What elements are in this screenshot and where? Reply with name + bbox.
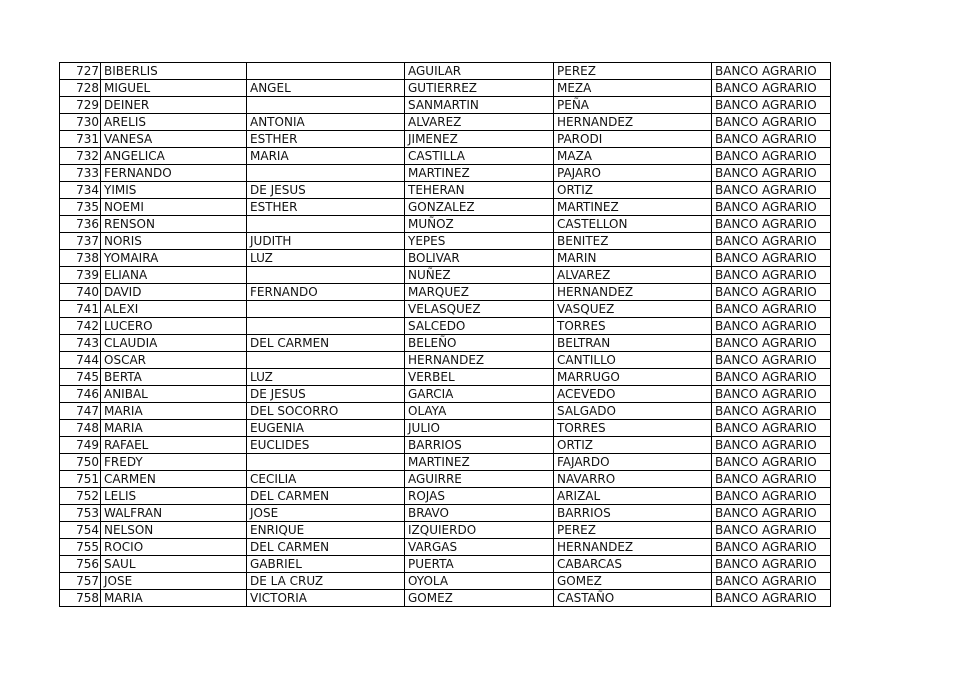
- second-name-cell: VICTORIA: [247, 590, 405, 607]
- second-surname-cell: MARTINEZ: [554, 199, 712, 216]
- bank-cell: BANCO AGRARIO: [712, 386, 831, 403]
- second-surname-cell: HERNANDEZ: [554, 284, 712, 301]
- table-row: [60, 148, 831, 165]
- bank-cell: BANCO AGRARIO: [712, 556, 831, 573]
- row-number-cell: 735: [60, 199, 101, 216]
- first-surname-cell: MARTINEZ: [405, 165, 554, 182]
- second-surname-cell: NAVARRO: [554, 471, 712, 488]
- bank-cell: BANCO AGRARIO: [712, 539, 831, 556]
- second-surname-cell: PEREZ: [554, 63, 712, 80]
- row-number-cell: 750: [60, 454, 101, 471]
- bank-cell: BANCO AGRARIO: [712, 318, 831, 335]
- first-name-cell: ROCIO: [101, 539, 247, 556]
- bank-cell: BANCO AGRARIO: [712, 454, 831, 471]
- second-name-cell: [247, 216, 405, 233]
- first-surname-cell: BRAVO: [405, 505, 554, 522]
- bank-cell: BANCO AGRARIO: [712, 199, 831, 216]
- first-surname-cell: AGUILAR: [405, 63, 554, 80]
- row-number-cell: 749: [60, 437, 101, 454]
- row-number-cell: 742: [60, 318, 101, 335]
- bank-cell: BANCO AGRARIO: [712, 233, 831, 250]
- second-surname-cell: TORRES: [554, 420, 712, 437]
- first-name-cell: DAVID: [101, 284, 247, 301]
- bank-cell: BANCO AGRARIO: [712, 420, 831, 437]
- first-surname-cell: SALCEDO: [405, 318, 554, 335]
- row-number-cell: 744: [60, 352, 101, 369]
- first-name-cell: ANIBAL: [101, 386, 247, 403]
- first-name-cell: LELIS: [101, 488, 247, 505]
- first-surname-cell: VELASQUEZ: [405, 301, 554, 318]
- first-name-cell: ALEXI: [101, 301, 247, 318]
- bank-cell: BANCO AGRARIO: [712, 522, 831, 539]
- row-number-cell: 754: [60, 522, 101, 539]
- table-row: [60, 352, 831, 369]
- first-name-cell: CLAUDIA: [101, 335, 247, 352]
- second-surname-cell: PARODI: [554, 131, 712, 148]
- second-surname-cell: ORTIZ: [554, 182, 712, 199]
- second-name-cell: LUZ: [247, 250, 405, 267]
- bank-cell: BANCO AGRARIO: [712, 80, 831, 97]
- row-number-cell: 751: [60, 471, 101, 488]
- bank-cell: BANCO AGRARIO: [712, 284, 831, 301]
- first-name-cell: VANESA: [101, 131, 247, 148]
- first-surname-cell: YEPES: [405, 233, 554, 250]
- first-surname-cell: JIMENEZ: [405, 131, 554, 148]
- first-name-cell: DEINER: [101, 97, 247, 114]
- first-name-cell: CARMEN: [101, 471, 247, 488]
- first-name-cell: FERNANDO: [101, 165, 247, 182]
- first-surname-cell: PUERTA: [405, 556, 554, 573]
- row-number-cell: 752: [60, 488, 101, 505]
- row-number-cell: 740: [60, 284, 101, 301]
- bank-cell: BANCO AGRARIO: [712, 573, 831, 590]
- second-name-cell: MARIA: [247, 148, 405, 165]
- second-surname-cell: CABARCAS: [554, 556, 712, 573]
- bank-cell: BANCO AGRARIO: [712, 369, 831, 386]
- second-surname-cell: MEZA: [554, 80, 712, 97]
- table-body: [60, 63, 831, 607]
- second-surname-cell: TORRES: [554, 318, 712, 335]
- second-surname-cell: GOMEZ: [554, 573, 712, 590]
- second-surname-cell: BARRIOS: [554, 505, 712, 522]
- row-number-cell: 736: [60, 216, 101, 233]
- table-row: [60, 284, 831, 301]
- table-row: [60, 318, 831, 335]
- table-row: [60, 80, 831, 97]
- table-row: [60, 97, 831, 114]
- first-name-cell: RENSON: [101, 216, 247, 233]
- table-row: [60, 267, 831, 284]
- row-number-cell: 747: [60, 403, 101, 420]
- bank-cell: BANCO AGRARIO: [712, 352, 831, 369]
- first-surname-cell: HERNANDEZ: [405, 352, 554, 369]
- bank-cell: BANCO AGRARIO: [712, 216, 831, 233]
- table-row: [60, 114, 831, 131]
- second-name-cell: [247, 318, 405, 335]
- row-number-cell: 741: [60, 301, 101, 318]
- bank-cell: BANCO AGRARIO: [712, 437, 831, 454]
- second-surname-cell: ORTIZ: [554, 437, 712, 454]
- second-name-cell: [247, 301, 405, 318]
- first-surname-cell: MARQUEZ: [405, 284, 554, 301]
- bank-cell: BANCO AGRARIO: [712, 267, 831, 284]
- first-name-cell: OSCAR: [101, 352, 247, 369]
- second-name-cell: DE LA CRUZ: [247, 573, 405, 590]
- table-row: [60, 420, 831, 437]
- second-surname-cell: VASQUEZ: [554, 301, 712, 318]
- second-surname-cell: ACEVEDO: [554, 386, 712, 403]
- second-name-cell: CECILIA: [247, 471, 405, 488]
- bank-cell: BANCO AGRARIO: [712, 301, 831, 318]
- first-name-cell: ARELIS: [101, 114, 247, 131]
- row-number-cell: 729: [60, 97, 101, 114]
- second-name-cell: JUDITH: [247, 233, 405, 250]
- row-number-cell: 728: [60, 80, 101, 97]
- first-name-cell: YIMIS: [101, 182, 247, 199]
- second-name-cell: [247, 267, 405, 284]
- bank-cell: BANCO AGRARIO: [712, 63, 831, 80]
- first-surname-cell: MARTINEZ: [405, 454, 554, 471]
- first-surname-cell: OYOLA: [405, 573, 554, 590]
- row-number-cell: 746: [60, 386, 101, 403]
- table-row: [60, 199, 831, 216]
- first-surname-cell: JULIO: [405, 420, 554, 437]
- second-name-cell: [247, 97, 405, 114]
- second-name-cell: DEL SOCORRO: [247, 403, 405, 420]
- first-surname-cell: GOMEZ: [405, 590, 554, 607]
- second-surname-cell: PEREZ: [554, 522, 712, 539]
- first-surname-cell: GARCIA: [405, 386, 554, 403]
- second-surname-cell: HERNANDEZ: [554, 114, 712, 131]
- bank-cell: BANCO AGRARIO: [712, 335, 831, 352]
- first-name-cell: MARIA: [101, 403, 247, 420]
- second-name-cell: DEL CARMEN: [247, 539, 405, 556]
- row-number-cell: 758: [60, 590, 101, 607]
- table-row: [60, 233, 831, 250]
- second-name-cell: EUGENIA: [247, 420, 405, 437]
- first-surname-cell: GUTIERREZ: [405, 80, 554, 97]
- table-row: [60, 454, 831, 471]
- second-surname-cell: FAJARDO: [554, 454, 712, 471]
- first-name-cell: FREDY: [101, 454, 247, 471]
- first-name-cell: LUCERO: [101, 318, 247, 335]
- second-name-cell: JOSE: [247, 505, 405, 522]
- first-name-cell: YOMAIRA: [101, 250, 247, 267]
- first-surname-cell: NUÑEZ: [405, 267, 554, 284]
- table-row: [60, 250, 831, 267]
- beneficiaries-table: [59, 62, 831, 607]
- first-name-cell: SAUL: [101, 556, 247, 573]
- second-surname-cell: BELTRAN: [554, 335, 712, 352]
- second-name-cell: ENRIQUE: [247, 522, 405, 539]
- first-surname-cell: VARGAS: [405, 539, 554, 556]
- first-name-cell: RAFAEL: [101, 437, 247, 454]
- bank-cell: BANCO AGRARIO: [712, 403, 831, 420]
- bank-cell: BANCO AGRARIO: [712, 97, 831, 114]
- row-number-cell: 732: [60, 148, 101, 165]
- row-number-cell: 734: [60, 182, 101, 199]
- row-number-cell: 757: [60, 573, 101, 590]
- first-name-cell: MARIA: [101, 420, 247, 437]
- table-row: [60, 539, 831, 556]
- second-surname-cell: CASTELLON: [554, 216, 712, 233]
- second-name-cell: [247, 454, 405, 471]
- row-number-cell: 739: [60, 267, 101, 284]
- second-surname-cell: BENITEZ: [554, 233, 712, 250]
- first-name-cell: JOSE: [101, 573, 247, 590]
- first-surname-cell: BARRIOS: [405, 437, 554, 454]
- table-row: [60, 556, 831, 573]
- row-number-cell: 755: [60, 539, 101, 556]
- row-number-cell: 730: [60, 114, 101, 131]
- second-surname-cell: CASTAÑO: [554, 590, 712, 607]
- bank-cell: BANCO AGRARIO: [712, 148, 831, 165]
- second-name-cell: DE JESUS: [247, 386, 405, 403]
- first-surname-cell: BOLIVAR: [405, 250, 554, 267]
- table-row: [60, 505, 831, 522]
- bank-cell: BANCO AGRARIO: [712, 131, 831, 148]
- bank-cell: BANCO AGRARIO: [712, 488, 831, 505]
- second-name-cell: DEL CARMEN: [247, 488, 405, 505]
- first-name-cell: MARIA: [101, 590, 247, 607]
- second-surname-cell: CANTILLO: [554, 352, 712, 369]
- row-number-cell: 738: [60, 250, 101, 267]
- first-surname-cell: ALVAREZ: [405, 114, 554, 131]
- row-number-cell: 748: [60, 420, 101, 437]
- table-row: [60, 386, 831, 403]
- second-name-cell: [247, 63, 405, 80]
- second-surname-cell: PEÑA: [554, 97, 712, 114]
- second-name-cell: EUCLIDES: [247, 437, 405, 454]
- first-name-cell: BERTA: [101, 369, 247, 386]
- first-surname-cell: IZQUIERDO: [405, 522, 554, 539]
- second-name-cell: ESTHER: [247, 199, 405, 216]
- table-row: [60, 369, 831, 386]
- second-surname-cell: ALVAREZ: [554, 267, 712, 284]
- table-row: [60, 522, 831, 539]
- bank-cell: BANCO AGRARIO: [712, 505, 831, 522]
- second-surname-cell: HERNANDEZ: [554, 539, 712, 556]
- first-name-cell: NOEMI: [101, 199, 247, 216]
- bank-cell: BANCO AGRARIO: [712, 165, 831, 182]
- table-row: [60, 301, 831, 318]
- row-number-cell: 756: [60, 556, 101, 573]
- table-row: [60, 335, 831, 352]
- first-name-cell: MIGUEL: [101, 80, 247, 97]
- table-row: [60, 182, 831, 199]
- first-name-cell: ELIANA: [101, 267, 247, 284]
- second-name-cell: ANGEL: [247, 80, 405, 97]
- second-name-cell: LUZ: [247, 369, 405, 386]
- first-surname-cell: TEHERAN: [405, 182, 554, 199]
- second-name-cell: DEL CARMEN: [247, 335, 405, 352]
- first-surname-cell: ROJAS: [405, 488, 554, 505]
- table-row: [60, 488, 831, 505]
- bank-cell: BANCO AGRARIO: [712, 590, 831, 607]
- bank-cell: BANCO AGRARIO: [712, 114, 831, 131]
- row-number-cell: 745: [60, 369, 101, 386]
- first-name-cell: NELSON: [101, 522, 247, 539]
- second-name-cell: [247, 165, 405, 182]
- bank-cell: BANCO AGRARIO: [712, 182, 831, 199]
- second-name-cell: [247, 352, 405, 369]
- second-surname-cell: ARIZAL: [554, 488, 712, 505]
- second-surname-cell: MARIN: [554, 250, 712, 267]
- row-number-cell: 753: [60, 505, 101, 522]
- first-surname-cell: GONZALEZ: [405, 199, 554, 216]
- table-row: [60, 165, 831, 182]
- second-name-cell: ESTHER: [247, 131, 405, 148]
- table-row: [60, 131, 831, 148]
- bank-cell: BANCO AGRARIO: [712, 471, 831, 488]
- bank-cell: BANCO AGRARIO: [712, 250, 831, 267]
- second-surname-cell: PAJARO: [554, 165, 712, 182]
- table-row: [60, 63, 831, 80]
- table-row: [60, 573, 831, 590]
- row-number-cell: 733: [60, 165, 101, 182]
- row-number-cell: 737: [60, 233, 101, 250]
- first-surname-cell: SANMARTIN: [405, 97, 554, 114]
- second-surname-cell: MAZA: [554, 148, 712, 165]
- table-row: [60, 216, 831, 233]
- first-surname-cell: BELEÑO: [405, 335, 554, 352]
- first-surname-cell: AGUIRRE: [405, 471, 554, 488]
- first-name-cell: BIBERLIS: [101, 63, 247, 80]
- first-surname-cell: OLAYA: [405, 403, 554, 420]
- second-surname-cell: MARRUGO: [554, 369, 712, 386]
- table-row: [60, 590, 831, 607]
- second-name-cell: FERNANDO: [247, 284, 405, 301]
- table-row: [60, 403, 831, 420]
- first-name-cell: WALFRAN: [101, 505, 247, 522]
- table-row: [60, 437, 831, 454]
- row-number-cell: 743: [60, 335, 101, 352]
- first-name-cell: ANGELICA: [101, 148, 247, 165]
- first-surname-cell: VERBEL: [405, 369, 554, 386]
- second-name-cell: DE JESUS: [247, 182, 405, 199]
- first-surname-cell: MUÑOZ: [405, 216, 554, 233]
- table-row: [60, 471, 831, 488]
- row-number-cell: 727: [60, 63, 101, 80]
- first-surname-cell: CASTILLA: [405, 148, 554, 165]
- first-name-cell: NORIS: [101, 233, 247, 250]
- row-number-cell: 731: [60, 131, 101, 148]
- second-name-cell: ANTONIA: [247, 114, 405, 131]
- second-surname-cell: SALGADO: [554, 403, 712, 420]
- second-name-cell: GABRIEL: [247, 556, 405, 573]
